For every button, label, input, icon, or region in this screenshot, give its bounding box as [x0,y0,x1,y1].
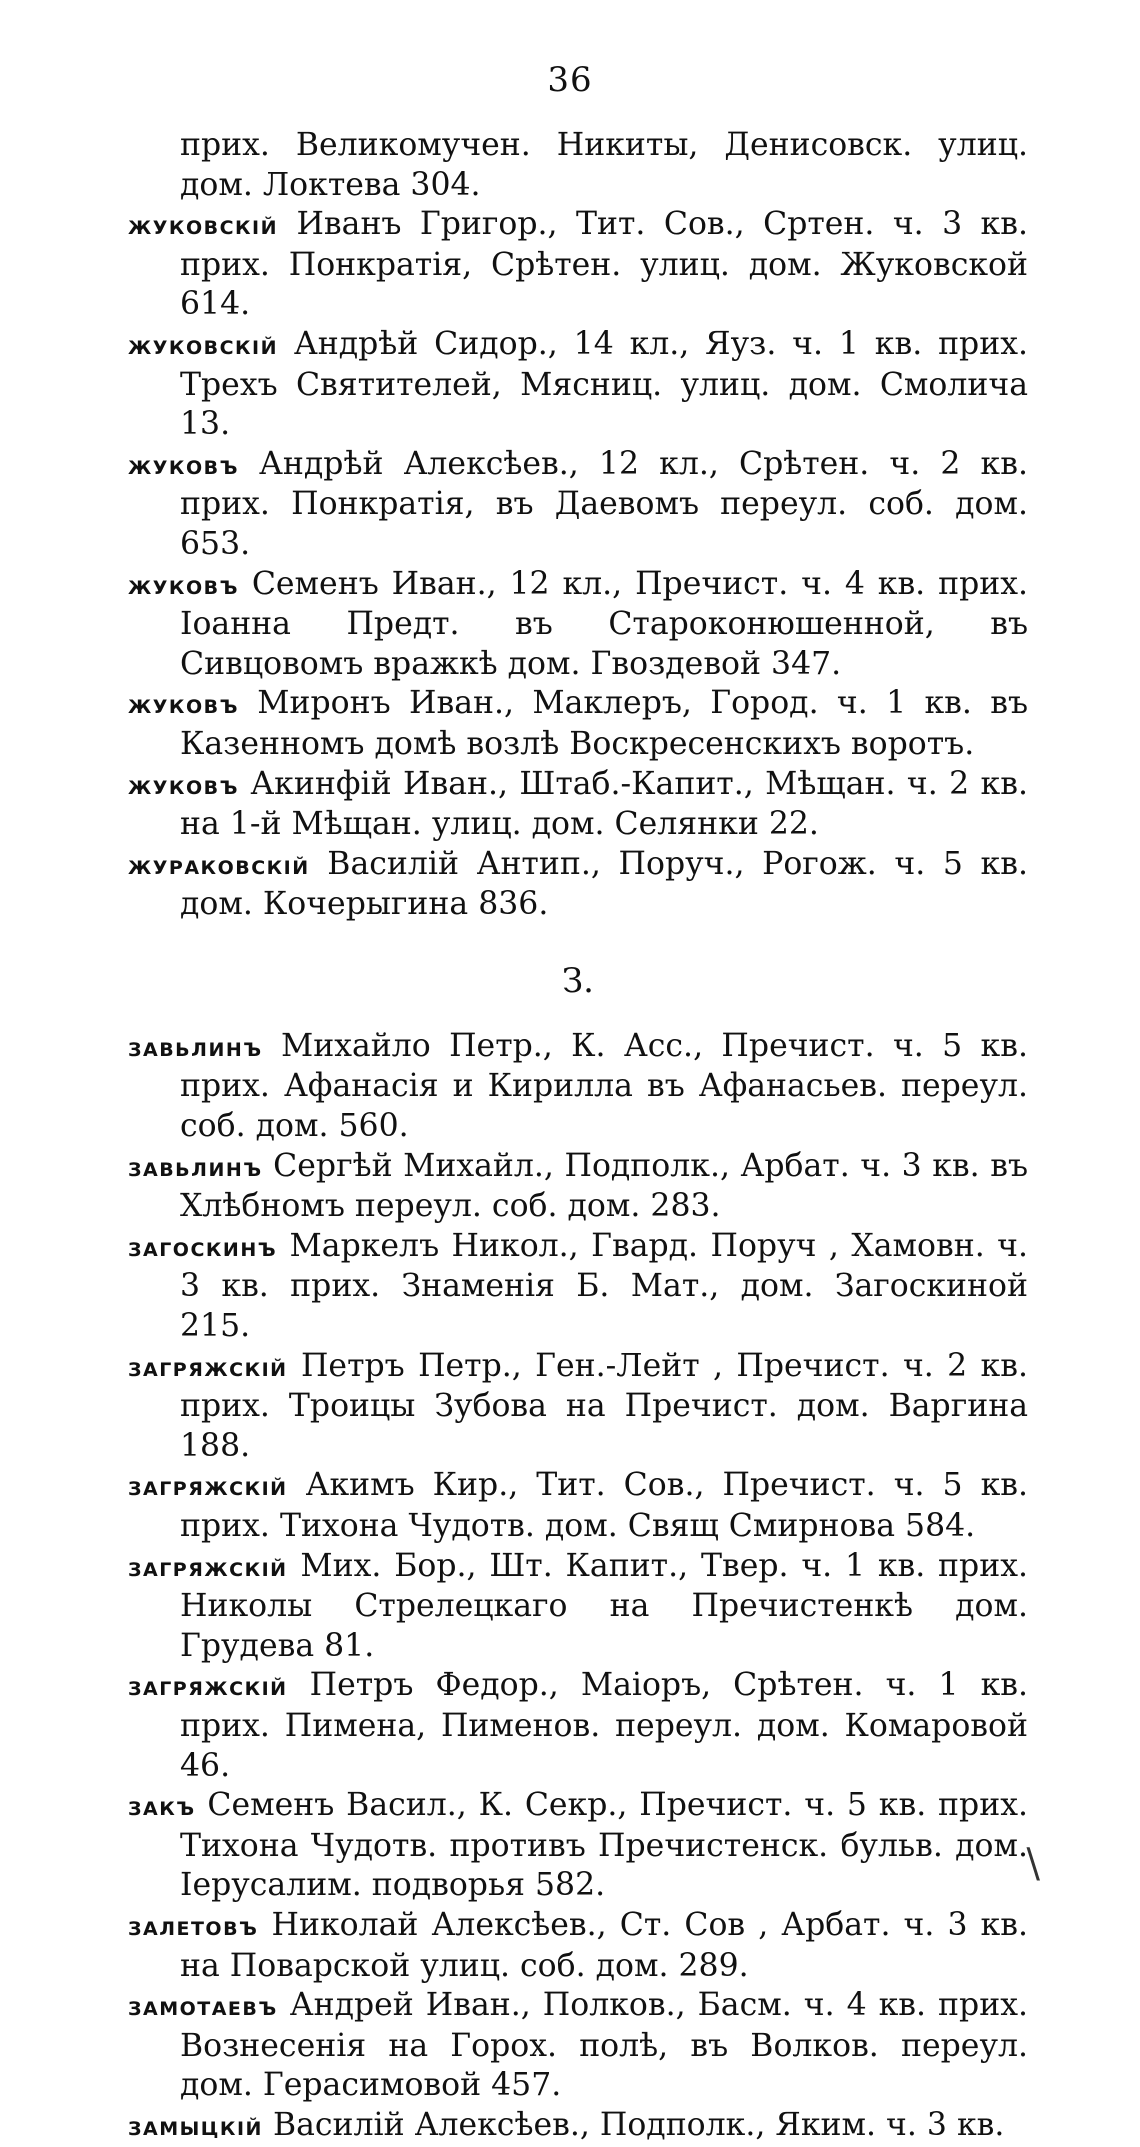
entry-text: Петръ Федор., Маіоръ, Срѣтен. ч. 1 кв. прих. Пимена, Пименов. переул. дом. Комаровой 46. [180,1667,1028,1784]
entry-surname: жураковскій [128,849,310,881]
entry-text: Николай Алексѣев., Ст. Сов , Арбат. ч. 3 кв. на Поварской улиц. соб. дом. 289. [180,1906,1028,1984]
entry-surname: залетовъ [128,1910,259,1942]
directory-entry [128,2106,1028,2147]
directory-entry [128,1227,1028,1347]
entry-text: Петръ Петр., Ген.-Лейт , Пречист. ч. 2 кв. прих. Троицы Зубова на Пречист. дом. Варгина 188. [180,1347,1028,1464]
entry-surname: жуковскій [128,210,279,242]
directory-entry [128,684,1028,764]
entry-surname: загряжскій [128,1471,288,1503]
entry-surname: завьлинъ [128,1151,263,1183]
entry-surname: замыцкій [128,2110,263,2142]
entry-text: Акимъ Кир., Тит. Сов., Пречист. ч. 5 кв. прих. Тихона Чудотв. дом. Свящ Смирнова 584. [180,1467,1029,1544]
entry-surname: жуковъ [128,689,239,721]
entry-text: Андрей Иван., Полков., Басм. ч. 4 кв. прих. Вознесенія на Горох. полѣ, въ Волков. переул. дом. Герасимовой 457. [180,1987,1028,2104]
entry-text: Миронъ Иван., Маклеръ, Город. ч. 1 кв. въ Казенномъ домѣ возлѣ Воскресенскихъ воротъ. [180,685,1028,762]
directory-entry [128,565,1028,685]
entry-text: Андрѣй Алексѣев., 12 кл., Срѣтен. ч. 2 кв. прих. Понкратія, въ Даевомъ переул. соб. дом. 653. [180,445,1028,562]
directory-entry [128,445,1028,565]
entry-text: Василій Антип., Поруч., Рогож. ч. 5 кв. дом. Кочерыгина 836. [180,845,1028,923]
entry-text: Семенъ Иван., 12 кл., Пречист. ч. 4 кв. прих. Іоанна Предт. въ Староконюшенной, въ Сивцовомъ вражкѣ дом. Гвоздевой 347. [180,565,1029,682]
directory-entry [128,1786,1028,1906]
entry-surname: загряжскій [128,1351,288,1383]
entry-text: Василій Алексѣев., Подполк., Яким. ч. 3 кв. [272,2106,1005,2143]
entry-surname: жуковскій [128,329,279,361]
directory-entry [128,1347,1028,1467]
entry-surname: замотаевъ [128,1991,278,2023]
entry-surname: загряжскій [128,1671,288,1703]
directory-entry [128,1906,1028,1986]
entry-surname: завьлинъ [128,1031,263,1063]
directory-entry [128,1466,1028,1546]
directory-entry [128,1027,1028,1147]
entry-surname: загоскинъ [128,1231,278,1263]
entries-column [128,126,1028,2147]
entry-text: Семенъ Васил., К. Секр., Пречист. ч. 5 кв. прих. Тихона Чудотв. противъ Пречистенск. бульв. дом. Іерусалим. подворья 582. [180,1787,1028,1904]
entry-surname: жуковъ [128,569,239,601]
entry-surname: жуковъ [128,769,239,801]
entry-text: Андрѣй Сидор., 14 кл., Яуз. ч. 1 кв. прих. Трехъ Святителей, Мясниц. улиц. дом. Смолича 13. [180,325,1028,443]
directory-entry [128,1147,1028,1227]
directory-entry [128,1986,1028,2106]
directory-entry [128,325,1028,445]
directory-entry [128,1666,1028,1786]
entry-text: Сергѣй Михайл., Подполк., Арбат. ч. 3 кв. въ Хлѣбномъ переул. соб. дом. 283. [180,1147,1028,1225]
directory-entry [128,845,1028,925]
entry-surname: загряжскій [128,1551,288,1583]
catchword-mark: \ [1026,1841,1040,1887]
entry-text: Акинфій Иван., Штаб.-Капит., Мѣщан. ч. 2 кв. на 1-й Мѣщан. улиц. дом. Селянки 22. [180,765,1028,843]
entry-surname: жуковъ [128,449,239,481]
entry-text: Маркелъ Никол., Гвард. Поруч , Хамовн. ч. 3 кв. прих. Знаменія Б. Мат., дом. Загоскиной 215. [180,1227,1028,1345]
directory-entry [128,1547,1028,1667]
directory-entry [128,765,1028,845]
entry-surname: закъ [128,1791,196,1823]
page-number: 36 [547,60,593,100]
entry-text: Михайло Петр., К. Асс., Пречист. ч. 5 кв. прих. Афанасія и Кирилла въ Афанасьев. переул. соб. дом. 560. [180,1027,1028,1145]
entry-text: Иванъ Григор., Тит. Сов., Сртен. ч. 3 кв. прих. Понкратія, Срѣтен. улиц. дом. Жуковской 614. [180,206,1028,323]
directory-entry: прих. Великомучен. Никиты, Денисовск. улиц. дом. Локтева 304. [180,127,1028,203]
directory-entry [128,205,1028,325]
section-heading: З. [562,960,594,1001]
entry-text: Мих. Бор., Шт. Капит., Твер. ч. 1 кв. прих. Николы Стрелецкаго на Пречистенкѣ дом. Грудева 81. [180,1547,1028,1664]
